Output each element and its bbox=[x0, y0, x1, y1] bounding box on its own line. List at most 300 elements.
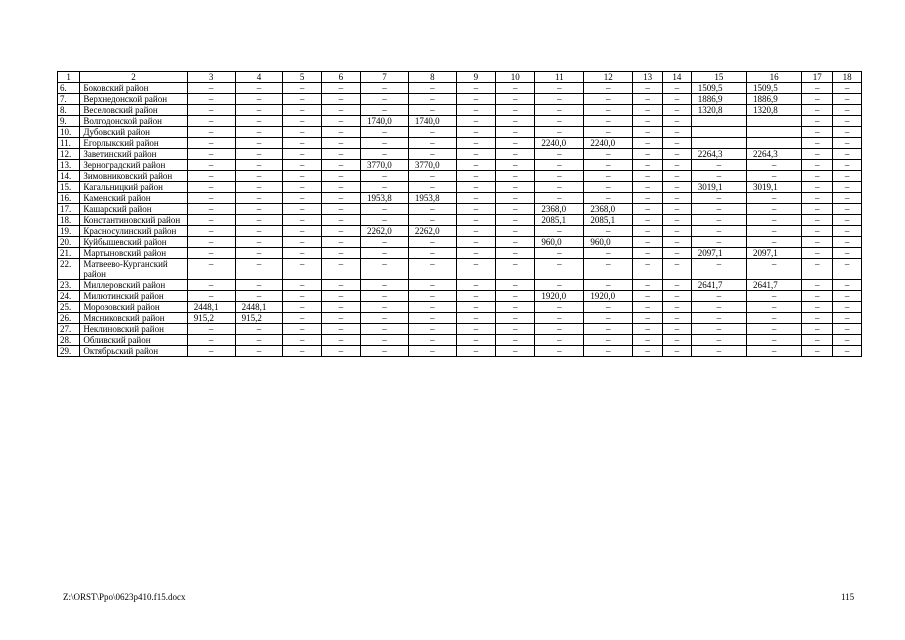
row-number: 20. bbox=[58, 237, 80, 248]
table-cell: – bbox=[833, 83, 862, 94]
table-row bbox=[58, 215, 862, 226]
table-cell: – bbox=[833, 149, 862, 160]
table-cell: 1886,9 bbox=[747, 94, 802, 105]
district-name: Зимовниковский район bbox=[80, 171, 187, 182]
table-cell: – bbox=[408, 302, 456, 313]
table-cell: 1920,0 bbox=[535, 291, 584, 302]
table-cell: – bbox=[321, 83, 360, 94]
table-cell: – bbox=[833, 193, 862, 204]
table-cell: – bbox=[361, 94, 409, 105]
table-cell: 2368,0 bbox=[535, 204, 584, 215]
table-cell: – bbox=[408, 94, 456, 105]
column-header: 12 bbox=[584, 72, 633, 83]
table-cell: – bbox=[496, 83, 535, 94]
table-cell: – bbox=[283, 138, 321, 149]
column-header: 7 bbox=[361, 72, 409, 83]
table-cell: – bbox=[663, 302, 692, 313]
table-cell: – bbox=[187, 116, 235, 127]
table-cell: – bbox=[633, 149, 663, 160]
table-cell: – bbox=[747, 259, 802, 280]
table-cell: – bbox=[187, 182, 235, 193]
table-cell: – bbox=[633, 335, 663, 346]
table-cell: – bbox=[833, 127, 862, 138]
table-cell: – bbox=[235, 237, 283, 248]
table-cell: – bbox=[535, 324, 584, 335]
table-cell: – bbox=[283, 259, 321, 280]
table-cell: 2097,1 bbox=[691, 248, 746, 259]
column-header: 8 bbox=[408, 72, 456, 83]
table-cell: 960,0 bbox=[584, 237, 633, 248]
table-cell: – bbox=[235, 83, 283, 94]
table-cell: 1953,8 bbox=[408, 193, 456, 204]
table-cell: – bbox=[361, 215, 409, 226]
table-cell: – bbox=[663, 226, 692, 237]
table-cell: – bbox=[663, 83, 692, 94]
table-cell: – bbox=[633, 324, 663, 335]
table-cell: 1920,0 bbox=[584, 291, 633, 302]
table-cell: – bbox=[235, 105, 283, 116]
row-number: 12. bbox=[58, 149, 80, 160]
table-cell: – bbox=[187, 171, 235, 182]
table-cell: – bbox=[456, 259, 495, 280]
table-cell: – bbox=[187, 237, 235, 248]
table-cell bbox=[691, 127, 746, 138]
table-cell: – bbox=[633, 94, 663, 105]
table-cell: – bbox=[663, 193, 692, 204]
table-cell: – bbox=[321, 160, 360, 171]
table-cell: – bbox=[187, 193, 235, 204]
table-cell: – bbox=[535, 259, 584, 280]
table-cell: – bbox=[283, 291, 321, 302]
table-cell: – bbox=[321, 280, 360, 291]
row-number: 22. bbox=[58, 259, 80, 280]
table-cell: – bbox=[584, 259, 633, 280]
table-cell: – bbox=[235, 127, 283, 138]
table-cell: – bbox=[584, 302, 633, 313]
table-cell: – bbox=[535, 160, 584, 171]
table-cell: – bbox=[802, 94, 833, 105]
column-header: 17 bbox=[802, 72, 833, 83]
table-cell: – bbox=[496, 313, 535, 324]
table-cell: – bbox=[408, 171, 456, 182]
table-cell: 3019,1 bbox=[691, 182, 746, 193]
table-cell: – bbox=[321, 171, 360, 182]
table-cell: 2448,1 bbox=[235, 302, 283, 313]
table-cell: – bbox=[496, 171, 535, 182]
table-cell: – bbox=[283, 83, 321, 94]
table-cell: – bbox=[663, 335, 692, 346]
table-cell: – bbox=[321, 237, 360, 248]
table-cell: – bbox=[833, 182, 862, 193]
table-cell: – bbox=[408, 346, 456, 357]
table-cell: – bbox=[361, 248, 409, 259]
table-cell: – bbox=[456, 105, 495, 116]
column-header: 5 bbox=[283, 72, 321, 83]
table-cell: – bbox=[456, 324, 495, 335]
table-cell: – bbox=[633, 226, 663, 237]
table-cell: – bbox=[802, 182, 833, 193]
table-cell: – bbox=[747, 226, 802, 237]
table-cell: – bbox=[187, 291, 235, 302]
table-row bbox=[58, 149, 862, 160]
table-row bbox=[58, 346, 862, 357]
table-cell: – bbox=[633, 116, 663, 127]
table-cell: – bbox=[663, 313, 692, 324]
table-cell: – bbox=[802, 215, 833, 226]
table-cell: – bbox=[663, 182, 692, 193]
table-cell: – bbox=[283, 280, 321, 291]
table-cell: – bbox=[361, 171, 409, 182]
district-name: Красносулинский район bbox=[80, 226, 187, 237]
table-cell: – bbox=[802, 259, 833, 280]
column-header: 6 bbox=[321, 72, 360, 83]
table-cell: – bbox=[584, 335, 633, 346]
table-cell: 2240,0 bbox=[535, 138, 584, 149]
table-cell bbox=[691, 138, 746, 149]
row-number: 9. bbox=[58, 116, 80, 127]
table-cell: – bbox=[235, 138, 283, 149]
table-cell: – bbox=[187, 335, 235, 346]
table-cell: – bbox=[496, 182, 535, 193]
table-cell: 2368,0 bbox=[584, 204, 633, 215]
table-cell: – bbox=[187, 83, 235, 94]
table-cell: – bbox=[321, 302, 360, 313]
table-cell: – bbox=[496, 324, 535, 335]
table-cell: – bbox=[496, 160, 535, 171]
table-cell: – bbox=[187, 280, 235, 291]
table-cell: – bbox=[361, 138, 409, 149]
table-cell: – bbox=[535, 105, 584, 116]
table-cell: – bbox=[747, 204, 802, 215]
table-cell: – bbox=[833, 138, 862, 149]
table-cell: 1953,8 bbox=[361, 193, 409, 204]
table-cell: – bbox=[235, 324, 283, 335]
table-row bbox=[58, 105, 862, 116]
table-cell: – bbox=[691, 226, 746, 237]
table-cell: – bbox=[535, 193, 584, 204]
table-cell: – bbox=[283, 215, 321, 226]
table-cell: – bbox=[496, 302, 535, 313]
table-cell: – bbox=[584, 324, 633, 335]
table-cell: – bbox=[408, 335, 456, 346]
table-row bbox=[58, 182, 862, 193]
table-cell: – bbox=[802, 138, 833, 149]
table-cell: 1509,5 bbox=[747, 83, 802, 94]
table-cell: – bbox=[361, 105, 409, 116]
table-cell: – bbox=[456, 116, 495, 127]
table-cell: – bbox=[456, 313, 495, 324]
table-cell: – bbox=[747, 171, 802, 182]
table-cell: – bbox=[283, 94, 321, 105]
table-cell: – bbox=[584, 105, 633, 116]
table-cell: – bbox=[496, 127, 535, 138]
table-cell: 1740,0 bbox=[408, 116, 456, 127]
table-cell: – bbox=[802, 248, 833, 259]
table-cell: – bbox=[535, 149, 584, 160]
table-row bbox=[58, 335, 862, 346]
table-cell: – bbox=[802, 171, 833, 182]
table-cell: – bbox=[691, 346, 746, 357]
column-header: 2 bbox=[80, 72, 187, 83]
table-cell: – bbox=[321, 127, 360, 138]
table-cell: – bbox=[747, 313, 802, 324]
table-cell: – bbox=[496, 335, 535, 346]
table-cell: – bbox=[235, 94, 283, 105]
table-cell: – bbox=[361, 204, 409, 215]
table-cell: – bbox=[408, 127, 456, 138]
table-cell: – bbox=[187, 259, 235, 280]
table-cell: – bbox=[321, 291, 360, 302]
table-cell: – bbox=[187, 248, 235, 259]
table-cell: – bbox=[235, 204, 283, 215]
table-cell: 2085,1 bbox=[535, 215, 584, 226]
row-number: 28. bbox=[58, 335, 80, 346]
table-cell: – bbox=[633, 259, 663, 280]
district-name: Неклиновский район bbox=[80, 324, 187, 335]
table-cell: – bbox=[321, 182, 360, 193]
table-cell: 960,0 bbox=[535, 237, 584, 248]
table-cell: – bbox=[321, 204, 360, 215]
district-name: Матвеево-Курганский район bbox=[80, 259, 187, 280]
column-header: 16 bbox=[747, 72, 802, 83]
table-cell: – bbox=[321, 116, 360, 127]
table-row bbox=[58, 237, 862, 248]
table-cell: – bbox=[584, 116, 633, 127]
table-cell: – bbox=[361, 237, 409, 248]
table-cell: 1509,5 bbox=[691, 83, 746, 94]
table-cell: – bbox=[802, 83, 833, 94]
table-cell: – bbox=[321, 248, 360, 259]
table-cell: – bbox=[633, 248, 663, 259]
table-cell: – bbox=[408, 280, 456, 291]
table-cell: – bbox=[802, 226, 833, 237]
table-cell: – bbox=[691, 237, 746, 248]
table-cell: – bbox=[691, 324, 746, 335]
table-cell: – bbox=[584, 346, 633, 357]
table-cell: – bbox=[283, 248, 321, 259]
footer-file-path: Z:\ORST\Ppo\0623p410.f15.docx bbox=[63, 592, 186, 602]
table-cell: – bbox=[833, 105, 862, 116]
table-cell: – bbox=[584, 171, 633, 182]
table-cell: – bbox=[496, 215, 535, 226]
table-cell: – bbox=[663, 280, 692, 291]
table-cell: – bbox=[691, 171, 746, 182]
table-cell: 1320,8 bbox=[747, 105, 802, 116]
table-cell: – bbox=[456, 280, 495, 291]
table-cell: – bbox=[833, 346, 862, 357]
district-name: Октябрьский район bbox=[80, 346, 187, 357]
row-number: 11. bbox=[58, 138, 80, 149]
table-cell: – bbox=[633, 83, 663, 94]
table-cell: – bbox=[187, 226, 235, 237]
table-cell: – bbox=[187, 346, 235, 357]
table-cell: – bbox=[361, 324, 409, 335]
table-cell: – bbox=[633, 302, 663, 313]
table-cell: – bbox=[283, 105, 321, 116]
district-name: Зерноградский район bbox=[80, 160, 187, 171]
table-cell: – bbox=[584, 280, 633, 291]
table-cell: – bbox=[235, 149, 283, 160]
district-name: Милютинский район bbox=[80, 291, 187, 302]
column-header: 9 bbox=[456, 72, 495, 83]
table-cell bbox=[747, 138, 802, 149]
table-cell: – bbox=[456, 127, 495, 138]
table-cell: – bbox=[535, 226, 584, 237]
table-cell: 2262,0 bbox=[408, 226, 456, 237]
table-cell bbox=[747, 116, 802, 127]
table-cell: – bbox=[584, 182, 633, 193]
table-cell: – bbox=[496, 346, 535, 357]
table-cell: – bbox=[691, 313, 746, 324]
table-cell: – bbox=[321, 335, 360, 346]
row-number: 24. bbox=[58, 291, 80, 302]
table-cell: – bbox=[496, 248, 535, 259]
table-cell: – bbox=[283, 335, 321, 346]
table-cell: – bbox=[691, 291, 746, 302]
table-cell: – bbox=[663, 160, 692, 171]
table-cell: – bbox=[408, 204, 456, 215]
table-cell: – bbox=[802, 335, 833, 346]
table-cell: – bbox=[456, 335, 495, 346]
table-cell: – bbox=[633, 171, 663, 182]
table-cell: 2448,1 bbox=[187, 302, 235, 313]
district-name: Куйбышевский район bbox=[80, 237, 187, 248]
table-cell: – bbox=[747, 324, 802, 335]
table-body bbox=[58, 72, 862, 357]
table-cell: – bbox=[584, 127, 633, 138]
table-cell: – bbox=[235, 182, 283, 193]
table-cell: – bbox=[633, 346, 663, 357]
table-cell: – bbox=[535, 182, 584, 193]
table-cell: – bbox=[691, 259, 746, 280]
table-cell: – bbox=[408, 149, 456, 160]
table-cell: 3019,1 bbox=[747, 182, 802, 193]
table-cell: – bbox=[235, 335, 283, 346]
table-cell: – bbox=[691, 193, 746, 204]
table-cell: – bbox=[691, 160, 746, 171]
row-number: 25. bbox=[58, 302, 80, 313]
row-number: 23. bbox=[58, 280, 80, 291]
table-cell: – bbox=[408, 83, 456, 94]
district-name: Верхнедонской район bbox=[80, 94, 187, 105]
table-cell: – bbox=[187, 160, 235, 171]
table-cell: – bbox=[691, 204, 746, 215]
district-name: Боковский район bbox=[80, 83, 187, 94]
table-cell: – bbox=[833, 171, 862, 182]
table-cell: – bbox=[187, 215, 235, 226]
table-cell: – bbox=[633, 127, 663, 138]
district-name: Кашарский район bbox=[80, 204, 187, 215]
table-cell: – bbox=[283, 237, 321, 248]
row-number: 13. bbox=[58, 160, 80, 171]
table-cell: 1886,9 bbox=[691, 94, 746, 105]
table-cell: – bbox=[802, 313, 833, 324]
table-cell: – bbox=[535, 346, 584, 357]
district-name: Егорлыкский район bbox=[80, 138, 187, 149]
table-cell: – bbox=[496, 291, 535, 302]
table-cell: – bbox=[361, 259, 409, 280]
table-row bbox=[58, 259, 862, 280]
column-header: 3 bbox=[187, 72, 235, 83]
table-cell: – bbox=[663, 94, 692, 105]
table-cell: – bbox=[456, 160, 495, 171]
table-cell: – bbox=[235, 116, 283, 127]
column-header: 18 bbox=[833, 72, 862, 83]
table-cell: – bbox=[361, 83, 409, 94]
table-cell: – bbox=[456, 237, 495, 248]
table-cell: – bbox=[496, 259, 535, 280]
table-cell: – bbox=[663, 171, 692, 182]
table-cell: – bbox=[833, 116, 862, 127]
table-cell: – bbox=[456, 182, 495, 193]
column-header: 4 bbox=[235, 72, 283, 83]
table-cell: – bbox=[747, 215, 802, 226]
table-cell: – bbox=[663, 324, 692, 335]
table-cell: – bbox=[408, 105, 456, 116]
table-cell: – bbox=[802, 105, 833, 116]
district-name: Каменский район bbox=[80, 193, 187, 204]
table-cell: – bbox=[235, 248, 283, 259]
table-cell: – bbox=[408, 313, 456, 324]
table-row bbox=[58, 313, 862, 324]
table-cell: – bbox=[283, 127, 321, 138]
table-cell: – bbox=[283, 171, 321, 182]
table-cell: – bbox=[747, 160, 802, 171]
table-cell: – bbox=[321, 193, 360, 204]
table-cell: – bbox=[663, 259, 692, 280]
table-cell: – bbox=[663, 291, 692, 302]
table-row bbox=[58, 226, 862, 237]
table-cell: – bbox=[535, 116, 584, 127]
table-cell: – bbox=[535, 94, 584, 105]
table-cell: – bbox=[496, 226, 535, 237]
table-cell: – bbox=[361, 182, 409, 193]
table-cell: – bbox=[633, 204, 663, 215]
table-cell: – bbox=[496, 204, 535, 215]
district-name: Кагальницкий район bbox=[80, 182, 187, 193]
table-cell: – bbox=[496, 280, 535, 291]
table-cell: – bbox=[408, 215, 456, 226]
table-cell: – bbox=[833, 215, 862, 226]
table-row bbox=[58, 116, 862, 127]
table-cell: – bbox=[235, 226, 283, 237]
table-cell: – bbox=[747, 193, 802, 204]
table-cell bbox=[691, 116, 746, 127]
row-number: 19. bbox=[58, 226, 80, 237]
table-cell: – bbox=[321, 324, 360, 335]
table-cell: – bbox=[456, 226, 495, 237]
table-cell: – bbox=[747, 335, 802, 346]
table-cell: – bbox=[747, 237, 802, 248]
table-cell: – bbox=[456, 215, 495, 226]
table-cell: – bbox=[456, 149, 495, 160]
table-row bbox=[58, 171, 862, 182]
district-name: Мясниковский район bbox=[80, 313, 187, 324]
table-cell: – bbox=[496, 116, 535, 127]
table-cell: 915,2 bbox=[187, 313, 235, 324]
table-cell: – bbox=[456, 302, 495, 313]
row-number: 21. bbox=[58, 248, 80, 259]
table-cell: – bbox=[283, 193, 321, 204]
page-number: 115 bbox=[841, 592, 855, 602]
table-cell: – bbox=[802, 193, 833, 204]
district-name: Заветинский район bbox=[80, 149, 187, 160]
table-cell: – bbox=[535, 313, 584, 324]
table-cell: – bbox=[187, 149, 235, 160]
table-row bbox=[58, 83, 862, 94]
table-cell: – bbox=[747, 346, 802, 357]
table-cell: – bbox=[833, 313, 862, 324]
